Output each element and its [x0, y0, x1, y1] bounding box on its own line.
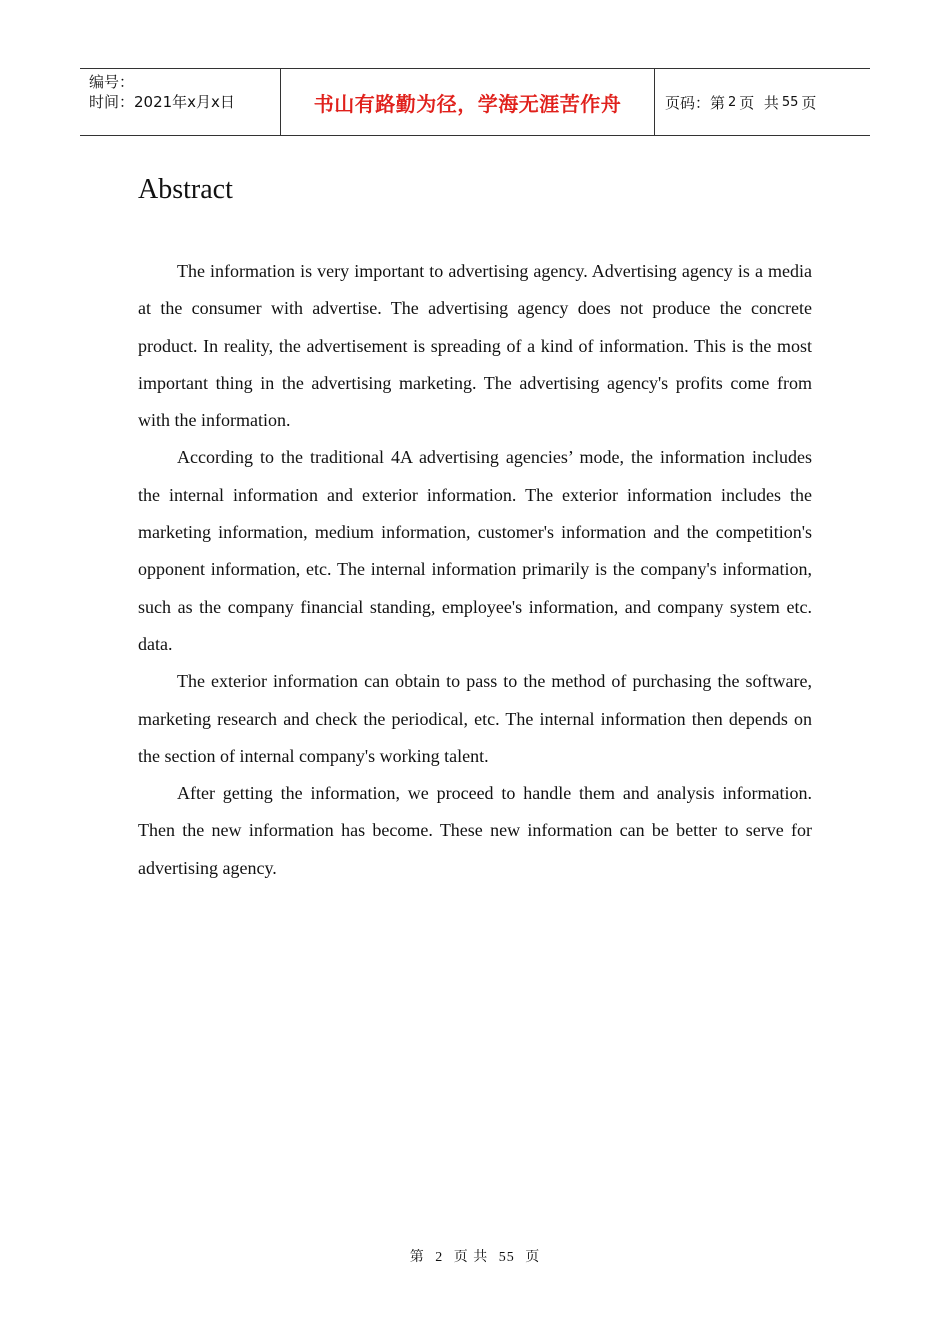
footer-page-total: 55 [498, 1250, 515, 1265]
body-paragraph: According to the traditional 4A advertising agencies’ mode, the information includes the internal information and exterior information. The exterior information includes the marketing information, medium information, customer's information and the competition's opponent information, etc. The internal information primarily is the company's information, such as the company financial standing, employee's information, and company system etc. data. [138, 447, 812, 654]
header-page-current: 2 [728, 94, 737, 110]
document-body [138, 253, 812, 887]
document-title: Abstract [138, 174, 233, 205]
body-paragraph: After getting the information, we proceed to handle them and analysis information. Then the new information has become. These new information can be better to serve for advertising agency. [138, 783, 812, 878]
body-paragraph: The exterior information can obtain to pass to the method of purchasing the software, marketing research and check the periodical, etc. The internal information then depends on the section of internal company's working talent. [138, 671, 812, 766]
footer-mid: 页 共 [453, 1250, 489, 1265]
header-page-mid: 页 共 [739, 93, 779, 112]
page-header [80, 68, 870, 136]
header-page-suffix: 页 [801, 93, 817, 112]
header-page-info [655, 69, 870, 135]
header-page-prefix: 页码：第 [665, 93, 726, 112]
serial-label: 编号： [89, 73, 135, 91]
header-motto: 书山有路勤为径，学海无涯苦作舟 [281, 69, 655, 135]
time-label: 时间：2021年x月x日 [89, 93, 235, 111]
footer-suffix: 页 [525, 1250, 541, 1265]
footer-page-current: 2 [435, 1250, 444, 1265]
page-footer [0, 1246, 950, 1266]
footer-prefix: 第 [409, 1250, 425, 1265]
body-paragraph: The information is very important to advertising agency. Advertising agency is a media at the consumer with advertise. The advertising agency does not produce the concrete product. In reality, the advertisement is spreading of a kind of information. This is the most important thing in the advertising marketing. The advertising agency's profits come from with the information. [138, 261, 812, 431]
header-info-cell [80, 69, 281, 135]
header-page-total: 55 [781, 94, 799, 110]
